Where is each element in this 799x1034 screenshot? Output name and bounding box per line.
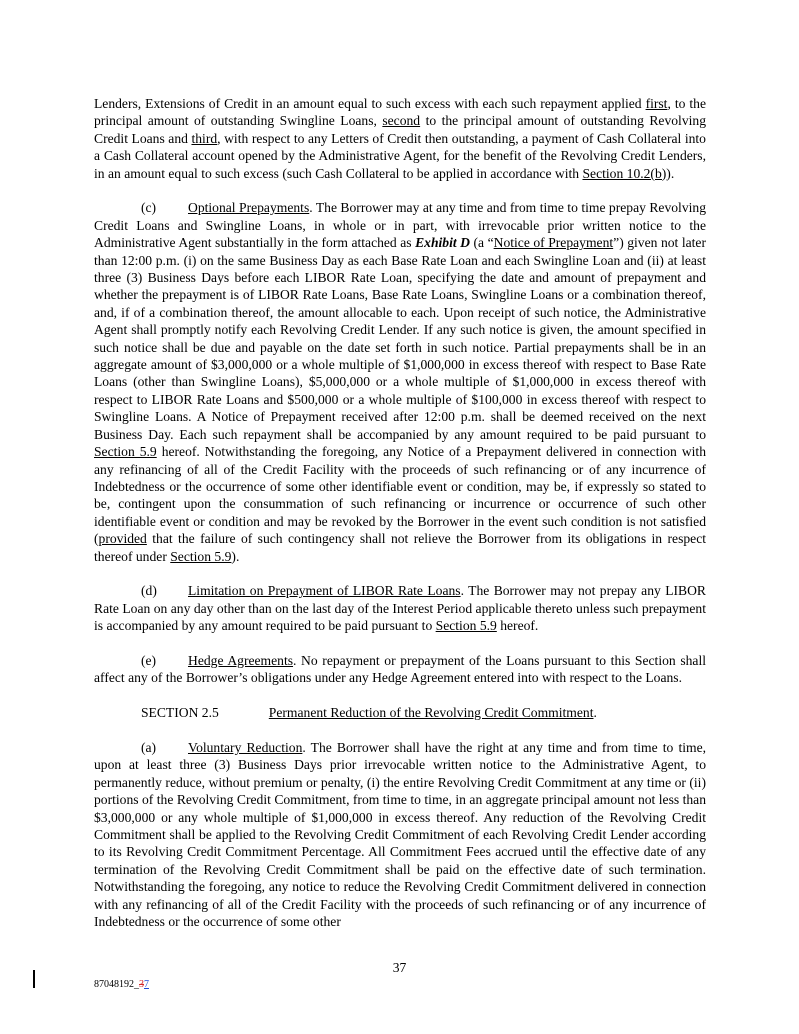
text-run: . The Borrower shall have the right at any time and from time to time, upon at least three (3) Business Days prior irrevocable written notice to the Administrative Agent, to permanently reduce, without premium or penalty, (i) the entire Revolving Credit Commitment at any time or (ii) portions of the Revolving Credit Commitment, from time to time, in an aggregate principal amount not less than $3,000,000 or any whole multiple of $1,000,000 in excess thereof. Any reduction of the Revolving Credit Commitment shall be applied to the Revolving Credit Commitment of each Revolving Credit Lender according to its Revolving Credit Commitment Percentage. All Commitment Fees accrued until the effective date of any termination of the Revolving Credit Commitment shall be paid on the effective date of such termination. Notwithstanding the foregoing, any notice to reduce the Revolving Credit Commitment delivered in connection with any refinancing of all of the Credit Facility with the proceeds of such refinancing or of any incurrence of Indebtedness or the occurrence of some other — [94, 739, 706, 930]
clause-label: (c) — [141, 200, 157, 216]
document-id — [94, 979, 149, 991]
cross-reference: Section 5.9 — [435, 618, 497, 634]
text-run: Lenders, Extensions of Credit in an amount equal to such excess with each such repayment applied — [94, 96, 646, 111]
text-run: . The Borrower may at any time and from time to time prepay Revolving Credit Loans and Swingline Loans, in whole or in part, with irrevocable prior written notice to the Administrative Agent substantially in the form attached as — [94, 200, 706, 251]
paragraph-a-voluntary-reduction — [94, 739, 706, 930]
clause-label: (d) — [141, 583, 157, 599]
text-run: . — [593, 705, 597, 721]
text-run: to the principal amount of outstanding Revolving Credit Loans and — [94, 113, 706, 146]
text-run: ). — [666, 165, 675, 181]
document-body — [94, 95, 706, 948]
cross-reference: Section 5.9 — [94, 444, 157, 460]
section-heading — [94, 704, 706, 721]
term-third: third — [191, 130, 218, 146]
clause-heading: Hedge Agreements — [188, 652, 294, 668]
clause-heading: Optional Prepayments — [188, 200, 310, 216]
section-title: Permanent Reduction of the Revolving Credit Commitment — [268, 705, 594, 721]
exhibit-reference: Exhibit D — [415, 235, 470, 251]
clause-label: (a) — [141, 739, 157, 755]
term-provided: provided — [98, 531, 147, 547]
cross-reference: Section 5.9 — [170, 548, 232, 564]
text-run: hereof. — [496, 618, 539, 634]
deleted-version: 3 — [139, 979, 144, 990]
text-run: . The Borrower may not prepay any LIBOR Rate Loan on any day other than on the last day of the Interest Period applicable thereto unless such prepayment is accompanied by any amount required to be paid pursuant to — [94, 583, 706, 634]
text-run: , to the principal amount of outstanding Swingline Loans, — [94, 96, 706, 129]
revision-change-bar — [33, 970, 35, 988]
text-run: ). — [231, 548, 240, 564]
text-run: . No repayment or prepayment of the Loans pursuant to this Section shall affect any of the Borrower’s obligations under any Hedge Agreement entered into with respect to the Loans. — [94, 652, 706, 686]
text-run: ”) given not later than 12:00 p.m. (i) on the same Business Day as each Base Rate Loan and each Swingline Loan and (ii) at least three (3) Business Days before each LIBOR Rate Loan, specifying the date and amount of prepayment and whether the prepayment is of LIBOR Rate Loans, Base Rate Loans, Swingline Loans or a combination thereof, and, if of a combination thereof, the amount allocable to each. Upon receipt of such notice, the Administrative Agent shall promptly notify each Revolving Credit Lender. If any such notice is given, the amount specified in such notice shall be due and payable on the date set forth in such notice. Partial prepayments shall be in an aggregate amount of $3,000,000 or a whole multiple of $1,000,000 in excess thereof with respect to Base Rate Loans (other than Swingline Loans), $5,000,000 or a whole multiple of $1,000,000 in excess thereof with respect to LIBOR Rate Loans and $500,000 or a whole multiple of $100,000 in excess thereof with respect to Swingline Loans. A Notice of Prepayment received after 12:00 p.m. shall be deemed received on the next Business Day. Each such repayment shall be accompanied by any amount required to be paid pursuant to — [94, 235, 706, 442]
clause-label: (e) — [141, 652, 157, 668]
clause-heading: Limitation on Prepayment of LIBOR Rate Loans — [188, 583, 461, 599]
defined-term: Notice of Prepayment — [493, 235, 614, 251]
text-run: hereof. Notwithstanding the foregoing, any Notice of a Prepayment delivered in connection with any refinancing of all of the Credit Facility with the proceeds of such refinancing or of any incurrence of Indebtedness or the occurrence of some other identifiable event or condition, may be, if expressly so stated to be, contingent upon the consummation of such refinancing or incurrence or occurrence of such other identifiable event or condition and may be revoked by the Borrower in the event such condition is not satisfied ( — [94, 444, 706, 547]
clause-heading: Voluntary Reduction — [188, 739, 303, 755]
text-run: that the failure of such contingency shall not relieve the Borrower from its obligations in respect thereof under — [94, 531, 706, 564]
cross-reference: Section 10.2(b) — [582, 165, 667, 181]
paragraph-c-optional-prepayments — [94, 199, 706, 565]
paragraph-continuation — [94, 95, 706, 182]
doc-id-number: 87048192_ — [94, 979, 139, 990]
text-run: , with respect to any Letters of Credit then outstanding, a payment of Cash Collateral into a Cash Collateral account opened by the Administrative Agent, for the benefit of the Revolving Credit Lenders, in an amount equal to such excess (such Cash Collateral to be applied in accordance with — [94, 130, 706, 181]
page-number: 37 — [392, 960, 407, 975]
section-number: SECTION 2.5 — [141, 705, 219, 721]
term-second: second — [382, 113, 421, 129]
paragraph-d-libor-limitation — [94, 582, 706, 634]
text-run: (a “ — [469, 235, 494, 251]
paragraph-e-hedge-agreements — [94, 652, 706, 687]
inserted-version: 7 — [144, 979, 149, 990]
term-first: first — [645, 96, 668, 111]
